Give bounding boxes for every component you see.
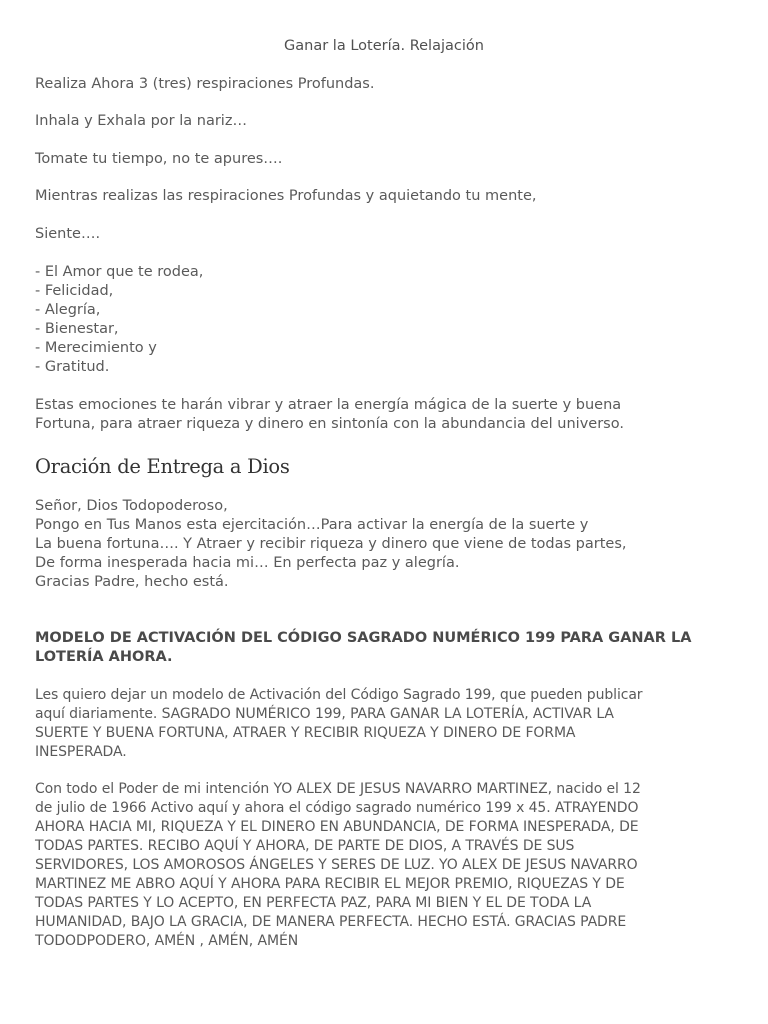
list-item: - Merecimiento y [35, 340, 157, 356]
list-item: - El Amor que te rodea, [35, 264, 204, 280]
model-intro-paragraph: Les quiero dejar un modelo de Activación del Código Sagrado 199, que pueden publicar aquí diariamente. SAGRADO NUMÉRICO 199, PARA GANAR LA LOTERÍA, ACTIVAR LA SUERTE Y BUENA FORTUNA, ATRAER Y RECIBIR RIQUEZA Y DINERO DE FORMA INESPERADA. [35, 687, 643, 760]
prayer-heading: Oración de Entrega a Dios [35, 455, 290, 478]
intro-line-2: Inhala y Exhala por la nariz… [35, 113, 247, 129]
list-item: - Bienestar, [35, 321, 119, 337]
document-title: Ganar la Lotería. Relajación [284, 38, 484, 54]
intro-line-3: Tomate tu tiempo, no te apures…. [35, 151, 283, 167]
list-item: - Alegría, [35, 302, 101, 318]
model-heading: MODELO DE ACTIVACIÓN DEL CÓDIGO SAGRADO NUMÉRICO 199 PARA GANAR LA LOTERÍA AHORA. [35, 630, 692, 665]
prayer-paragraph: Señor, Dios Todopoderoso, Pongo en Tus Manos esta ejercitación…Para activar la energía de la suerte y La buena fortuna…. Y Atraer y recibir riqueza y dinero que viene de todas partes, De forma inesperada hacia mi… En perfecta paz y alegría. Gracias Padre, hecho está. [35, 498, 627, 590]
intro-line-1: Realiza Ahora 3 (tres) respiraciones Profundas. [35, 76, 375, 92]
emotions-paragraph: Estas emociones te harán vibrar y atraer la energía mágica de la suerte y buena Fortuna, para atraer riqueza y dinero en sintonía con la abundancia del universo. [35, 397, 624, 432]
emotion-list [35, 263, 203, 377]
list-item: - Felicidad, [35, 283, 114, 299]
list-item: - Gratitud. [35, 359, 110, 375]
intro-line-4: Mientras realizas las respiraciones Profundas y aquietando tu mente, [35, 188, 537, 204]
model-text-paragraph: Con todo el Poder de mi intención YO ALEX DE JESUS NAVARRO MARTINEZ, nacido el 12 de julio de 1966 Activo aquí y ahora el código sagrado numérico 199 x 45. ATRAYENDO AHORA HACIA MI, RIQUEZA Y EL DINERO EN ABUNDANCIA, DE FORMA INESPERADA, DE TODAS PARTES. RECIBO AQUÍ Y AHORA, DE PARTE DE DIOS, A TRAVÉS DE SUS SERVIDORES, LOS AMOROSOS ÁNGELES Y SERES DE LUZ. YO ALEX DE JESUS NAVARRO MARTINEZ ME ABRO AQUÍ Y AHORA PARA RECIBIR EL MEJOR PREMIO, RIQUEZAS Y DE TODAS PARTES Y LO ACEPTO, EN PERFECTA PAZ, PARA MI BIEN Y EL DE TODA LA HUMANIDAD, BAJO LA GRACIA, DE MANERA PERFECTA. HECHO ESTÁ. GRACIAS PADRE TODODPODERO, AMÉN , AMÉN, AMÉN [35, 781, 641, 949]
intro-line-5: Siente…. [35, 226, 101, 242]
